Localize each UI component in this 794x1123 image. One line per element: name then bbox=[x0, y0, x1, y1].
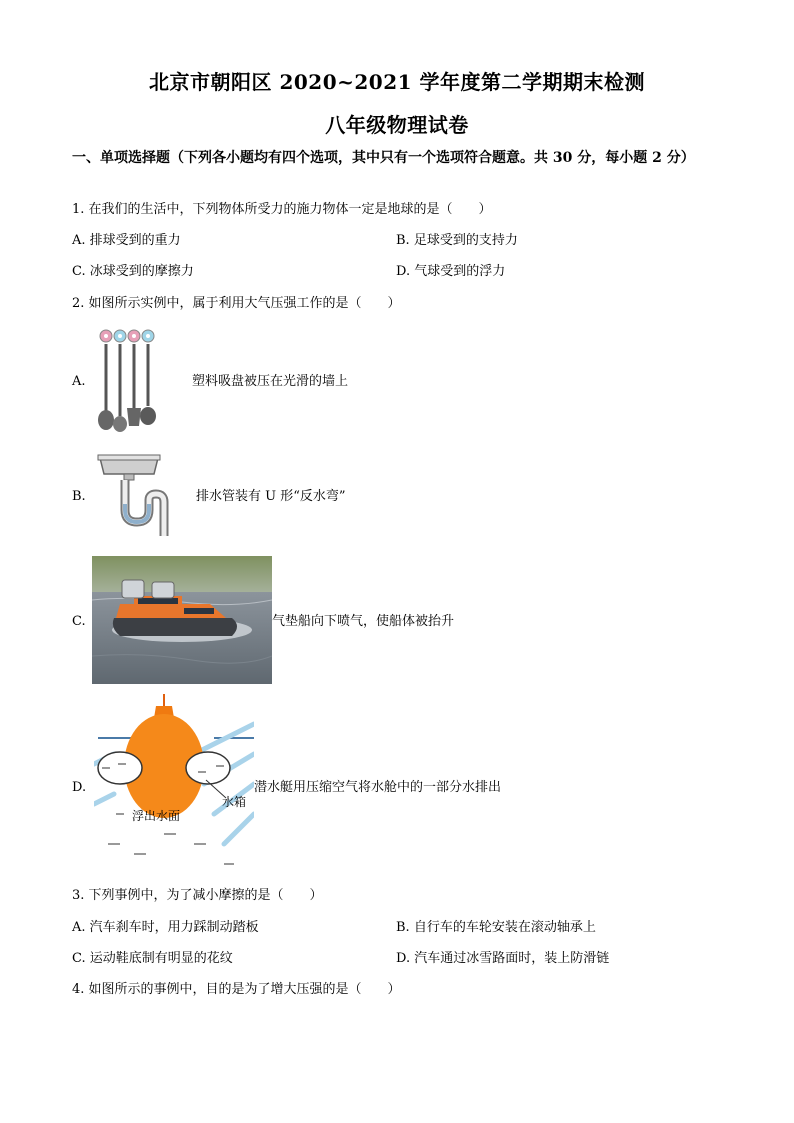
question-2-option-c-letter: C. bbox=[72, 614, 86, 629]
question-2-option-b-letter: B. bbox=[72, 489, 86, 504]
page-title: 北京市朝阳区 2020~2021 学年度第二学期期末检测 bbox=[148, 70, 645, 94]
hovercraft-photo bbox=[92, 556, 272, 684]
question-2-option-d-letter: D. bbox=[72, 780, 87, 795]
question-4-stem: 4. 如图所示的事例中，目的是为了增大压强的是（ ） bbox=[72, 982, 401, 997]
question-2-option-a-text: 塑料吸盘被压在光滑的墙上 bbox=[192, 374, 349, 389]
question-1-option-b: B. 足球受到的支持力 bbox=[396, 233, 518, 248]
question-1-option-d: D. 气球受到的浮力 bbox=[396, 264, 506, 279]
question-3-option-d: D. 汽车通过冰雪路面时，装上防滑链 bbox=[396, 951, 610, 966]
question-2-option-d-text: 潜水艇用压缩空气将水舱中的一部分水排出 bbox=[254, 780, 502, 795]
section-heading: 一、单项选择题（下列各小题均有四个选项，其中只有一个选项符合题意。共 30 分，每小题 2 分） bbox=[72, 150, 695, 166]
question-2-option-b-text: 排水管装有 U 形“反水弯” bbox=[196, 489, 346, 504]
question-3-option-a: A. 汽车刹车时，用力踩制动踏板 bbox=[72, 920, 259, 935]
suction-hooks-image bbox=[94, 326, 164, 436]
page-subtitle: 八年级物理试卷 bbox=[325, 113, 469, 137]
question-1-stem: 1. 在我们的生活中，下列物体所受力的施力物体一定是地球的是（ ） bbox=[72, 202, 492, 217]
question-2-stem: 2. 如图所示实例中，属于利用大气压强工作的是（ ） bbox=[72, 296, 401, 311]
question-3-stem: 3. 下列事例中，为了减小摩擦的是（ ） bbox=[72, 888, 323, 903]
u-drain-image bbox=[96, 452, 170, 536]
question-2-option-c-text: 气垫船向下喷气，使船体被抬升 bbox=[272, 614, 455, 629]
question-3-option-b: B. 自行车的车轮安装在滚动轴承上 bbox=[396, 920, 596, 935]
question-2-option-a-letter: A. bbox=[72, 374, 86, 389]
submarine-label-tank: 水箱 bbox=[222, 795, 247, 809]
submarine-diagram bbox=[94, 694, 254, 878]
question-1-option-c: C. 冰球受到的摩擦力 bbox=[72, 264, 194, 279]
question-3-option-c: C. 运动鞋底制有明显的花纹 bbox=[72, 951, 233, 966]
question-1-option-a: A. 排球受到的重力 bbox=[72, 233, 181, 248]
submarine-label-surface: 浮出水面 bbox=[132, 809, 181, 823]
